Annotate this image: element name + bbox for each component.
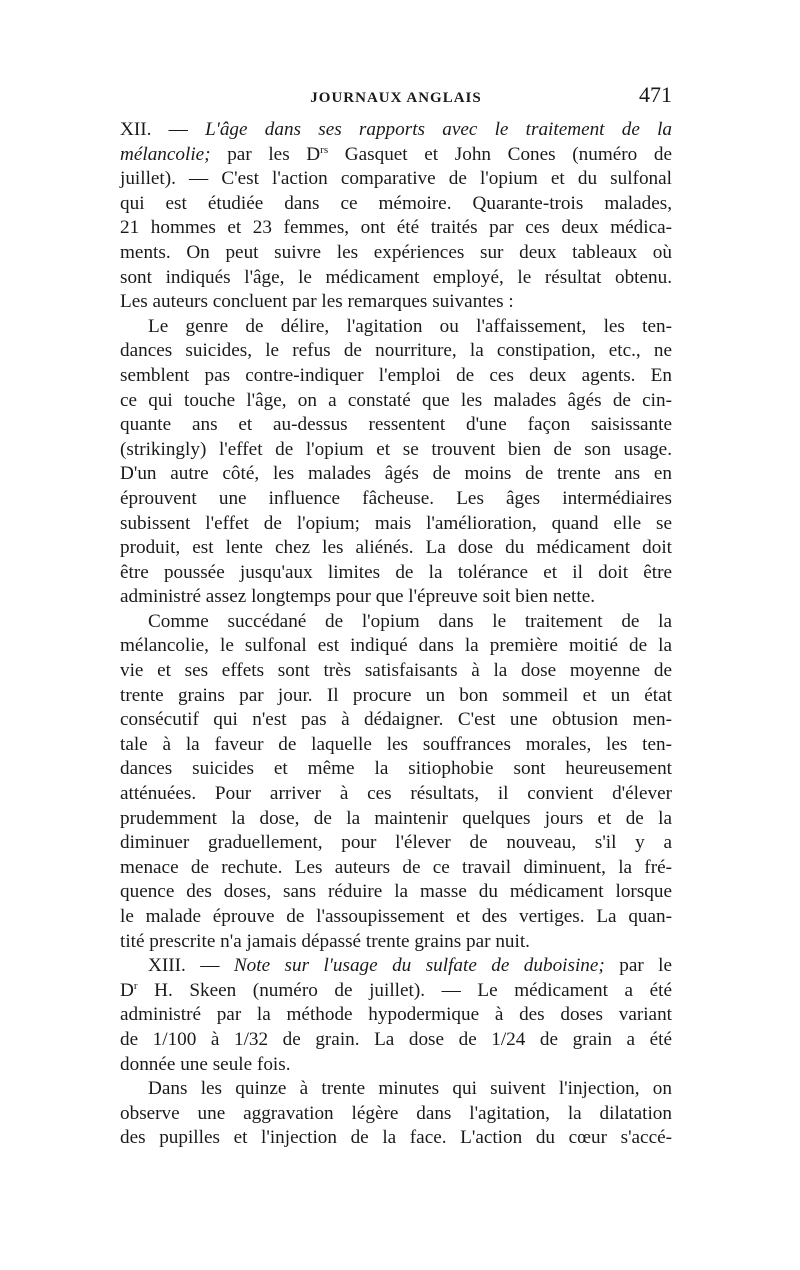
text-run: Dans les quinze à trente minutes qui suivent l'injection, on bbox=[148, 1078, 672, 1100]
text-line bbox=[120, 684, 672, 709]
text-run: administré par la méthode hypodermique à des doses variant bbox=[120, 1004, 672, 1026]
italic-text: Note sur l'usage du sulfate de duboisine; bbox=[233, 955, 605, 977]
text-run: qui est étudiée dans ce mémoire. Quarante-trois malades, bbox=[120, 192, 672, 214]
text-run: observe une aggravation légère dans l'agitation, la dilatation bbox=[120, 1102, 672, 1124]
text-run: semblent pas contre-indiquer l'emploi de ces deux agents. En bbox=[120, 364, 672, 386]
text-line bbox=[120, 856, 672, 881]
text-run: dances suicides et même la sitiophobie sont heureusement bbox=[120, 758, 672, 780]
text-line bbox=[120, 930, 672, 955]
text-run: tité prescrite n'a jamais dépassé trente grains par nuit. bbox=[120, 930, 530, 952]
text-line bbox=[120, 536, 672, 561]
text-line bbox=[120, 216, 672, 241]
text-run: mélancolie, le sulfonal est indiqué dans la première moitié de la bbox=[120, 635, 672, 657]
text-run: D'un autre côté, les malades âgés de moins de trente ans en bbox=[120, 463, 672, 485]
superscript: rs bbox=[320, 143, 329, 156]
text-line bbox=[120, 979, 672, 1004]
text-run: être poussée jusqu'aux limites de la tolérance et il doit être bbox=[120, 561, 672, 583]
text-run: éprouvent une influence fâcheuse. Les âges intermédiaires bbox=[120, 487, 672, 509]
text-line bbox=[120, 634, 672, 659]
text-line bbox=[120, 1053, 672, 1078]
text-run: subissent l'effet de l'opium; mais l'amélioration, quand elle se bbox=[120, 512, 672, 534]
text-line bbox=[120, 807, 672, 832]
text-run: D bbox=[120, 979, 134, 1001]
text-line bbox=[120, 241, 672, 266]
text-line bbox=[120, 905, 672, 930]
text-run: Les auteurs concluent par les remarques suivantes : bbox=[120, 291, 514, 313]
page-header bbox=[120, 82, 672, 118]
text-run: H. Skeen (numéro de juillet). — Le médicament a été bbox=[137, 979, 672, 1001]
text-run: Comme succédané de l'opium dans le traitement de la bbox=[148, 610, 672, 632]
text-line bbox=[120, 192, 672, 217]
text-line bbox=[120, 733, 672, 758]
body-text bbox=[120, 118, 672, 1151]
text-line bbox=[120, 585, 672, 610]
text-line bbox=[120, 315, 672, 340]
text-run: par le bbox=[604, 955, 672, 977]
text-line bbox=[120, 561, 672, 586]
text-run: Gasquet et John Cones (numéro de bbox=[328, 143, 672, 165]
text-line bbox=[120, 167, 672, 192]
text-run: produit, est lente chez les aliénés. La dose du médicament doit bbox=[120, 537, 672, 559]
text-line bbox=[120, 782, 672, 807]
text-run: XII. — bbox=[120, 119, 206, 140]
text-line bbox=[120, 266, 672, 291]
text-line bbox=[120, 143, 672, 168]
text-run: ce qui touche l'âge, on a constaté que les malades âgés de cin- bbox=[120, 389, 672, 411]
text-line bbox=[120, 954, 672, 979]
text-line bbox=[120, 1077, 672, 1102]
text-run: XIII. — bbox=[148, 955, 234, 977]
text-run: consécutif qui n'est pas à dédaigner. C'est une obtusion men- bbox=[120, 709, 672, 731]
text-run: vie et ses effets sont très satisfaisants à la dose moyenne de bbox=[120, 660, 672, 682]
text-line bbox=[120, 438, 672, 463]
text-run: donnée une seule fois. bbox=[120, 1053, 291, 1075]
text-run: trente grains par jour. Il procure un bon sommeil et un état bbox=[120, 684, 672, 706]
text-run: ments. On peut suivre les expériences sur deux tableaux où bbox=[120, 241, 672, 263]
text-line bbox=[120, 290, 672, 315]
text-run: administré assez longtemps pour que l'épreuve soit bien nette. bbox=[120, 586, 596, 608]
book-page bbox=[120, 82, 672, 1151]
text-line bbox=[120, 1126, 672, 1151]
text-line bbox=[120, 462, 672, 487]
text-line bbox=[120, 1003, 672, 1028]
text-line bbox=[120, 118, 672, 143]
superscript: r bbox=[133, 979, 138, 992]
text-run: (strikingly) l'effet de l'opium et se trouvent bien de son usage. bbox=[120, 438, 672, 460]
text-run: le malade éprouve de l'assoupissement et des vertiges. La quan- bbox=[120, 906, 672, 927]
page-number: 471 bbox=[639, 82, 672, 107]
text-line bbox=[120, 757, 672, 782]
italic-text: L'âge dans ses rapports avec le traitement de la bbox=[205, 119, 672, 140]
text-run: diminuer graduellement, pour l'élever de nouveau, s'il y a bbox=[120, 832, 672, 854]
text-run: de 1/100 à 1/32 de grain. La dose de 1/24 de grain a été bbox=[120, 1028, 672, 1050]
text-line bbox=[120, 880, 672, 905]
text-run: quante ans et au-dessus ressentent d'une façon saisissante bbox=[120, 414, 672, 436]
text-line bbox=[120, 708, 672, 733]
text-line bbox=[120, 1102, 672, 1127]
text-run: Le genre de délire, l'agitation ou l'affaissement, les ten- bbox=[148, 315, 672, 337]
text-line bbox=[120, 610, 672, 635]
text-run: atténuées. Pour arriver à ces résultats, il convient d'élever bbox=[120, 783, 672, 805]
running-head: JOURNAUX ANGLAIS bbox=[310, 90, 482, 106]
text-run: prudemment la dose, de la maintenir quelques jours et de la bbox=[120, 807, 672, 829]
text-run: dances suicides, le refus de nourriture, la constipation, etc., ne bbox=[120, 340, 672, 362]
text-line bbox=[120, 364, 672, 389]
text-line bbox=[120, 831, 672, 856]
text-run: juillet). — C'est l'action comparative de l'opium et du sulfonal bbox=[120, 168, 672, 190]
text-line bbox=[120, 389, 672, 414]
text-run: des pupilles et l'injection de la face. L'action du cœur s'accé- bbox=[120, 1127, 672, 1149]
text-line bbox=[120, 487, 672, 512]
text-line bbox=[120, 1028, 672, 1053]
text-run: menace de rechute. Les auteurs de ce travail diminuent, la fré- bbox=[120, 856, 672, 878]
text-run: quence des doses, sans réduire la masse du médicament lorsque bbox=[120, 881, 672, 903]
text-run: tale à la faveur de laquelle les souffrances morales, les ten- bbox=[120, 733, 672, 755]
text-run: 21 hommes et 23 femmes, ont été traités par ces deux médica- bbox=[120, 217, 672, 239]
text-line bbox=[120, 339, 672, 364]
text-run: par les D bbox=[210, 143, 321, 165]
text-line bbox=[120, 413, 672, 438]
text-line bbox=[120, 659, 672, 684]
text-run: sont indiqués l'âge, le médicament employé, le résultat obtenu. bbox=[120, 266, 672, 288]
text-line bbox=[120, 512, 672, 537]
italic-text: mélancolie; bbox=[120, 143, 211, 165]
